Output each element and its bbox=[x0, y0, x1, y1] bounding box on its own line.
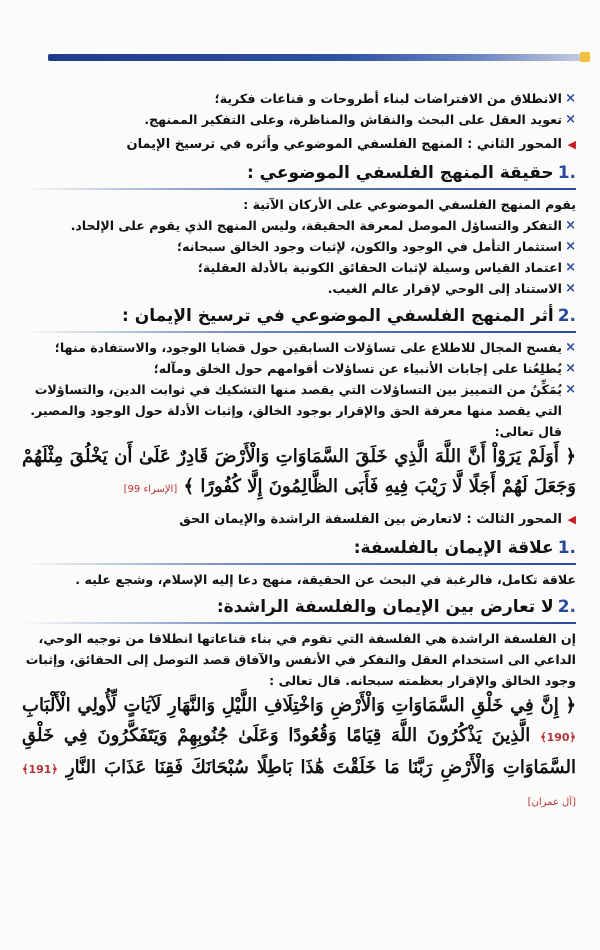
verse-text: الَّذِينَ يَذْكُرُونَ اللَّهَ قِيَامًا وَقُعُودًا وَعَلَىٰ جُنُوبِهِمْ وَيَتَفَكَّرُونَ فِي خَلْقِ السَّمَاوَاتِ وَالْأَرْضِ رَبَّنَا مَا خَلَقْتَ هَٰذَا بَاطِلًا سُبْحَانَكَ فَقِنَا عَذَابَ النَّارِ bbox=[22, 725, 576, 778]
list-item: × يُمَكِّنُ من التمييز بين التساؤلات التي يقصد منها التشكيك في ثوابت الدين، والتساؤلات التي يقصد منها معرفة الحق والإقرار بوجود الخالق، وإثبات الأدلة حول الوجود والمصير. قال تعالى: bbox=[22, 379, 576, 442]
heading-underline bbox=[22, 188, 576, 190]
section-heading bbox=[22, 594, 576, 622]
section-number: .2 bbox=[557, 597, 576, 617]
verse-number: ﴿191﴾ bbox=[22, 763, 58, 776]
verse-reference: [الإسراء 99] bbox=[123, 484, 178, 495]
impact-list bbox=[22, 337, 576, 442]
list-item: × يفسح المجال للاطلاع على تساؤلات السابقين حول قضايا الوجود، والاستفادة منها؛ bbox=[22, 337, 576, 358]
intro-bullets bbox=[22, 88, 576, 130]
quran-verse bbox=[22, 442, 576, 505]
pillars-list bbox=[22, 215, 576, 299]
list-item: × اعتماد القياس وسيلة لإثبات الحقائق الكونية بالأدلة العقلية؛ bbox=[22, 257, 576, 278]
axis-three-title: ◀ المحور الثالث : لاتعارض بين الفلسفة الراشدة والإيمان الحق bbox=[22, 509, 576, 531]
verse-reference: [آل عمران] bbox=[527, 797, 576, 808]
quran-verse bbox=[22, 691, 576, 818]
section-number: .1 bbox=[557, 538, 576, 558]
page-content bbox=[22, 88, 576, 818]
verse-text: ﴿ إِنَّ فِي خَلْقِ السَّمَاوَاتِ وَالْأَرْضِ وَاخْتِلَافِ اللَّيْلِ وَالنَّهَارِ لَآيَاتٍ لِّأُولِي الْأَلْبَابِ bbox=[22, 695, 576, 716]
section-heading-text: علاقة الإيمان بالفلسفة: bbox=[353, 538, 554, 558]
section-heading bbox=[22, 160, 576, 188]
list-item: × الاستناد إلى الوحي لإقرار عالم الغيب. bbox=[22, 278, 576, 299]
list-item: × الانطلاق من الافتراضات لبناء أطروحات و قناعات فكرية؛ bbox=[22, 88, 576, 109]
list-item: × التفكر والتساؤل الموصل لمعرفة الحقيقة، وليس المنهج الذي يقوم على الإلحاد. bbox=[22, 215, 576, 236]
list-item: × يُطلِعُنا على إجابات الأنبياء عن تساؤلات أقوامهم حول الخلق ومآله؛ bbox=[22, 358, 576, 379]
section-heading-text: أثر المنهج الفلسفي الموضوعي في ترسيخ الإيمان : bbox=[122, 306, 554, 326]
verse-number: ﴿190﴾ bbox=[540, 731, 576, 744]
heading-underline bbox=[22, 563, 576, 565]
heading-underline bbox=[22, 622, 576, 624]
section-heading-text: لا تعارض بين الإيمان والفلسفة الراشدة: bbox=[216, 597, 554, 617]
section-lead: يقوم المنهج الفلسفي الموضوعي على الأركان الآتية : bbox=[243, 197, 576, 212]
section-heading-text: حقيقة المنهج الفلسفي الموضوعي : bbox=[246, 163, 554, 183]
verse-text: ﴿ أَوَلَمْ يَرَوْاْ أَنَّ اللَّهَ الَّذِي خَلَقَ السَّمَاوَاتِ وَالْأَرْضَ قَادِرٌ عَلَىٰ أَن يَخْلُقَ مِثْلَهُمْ وَجَعَلَ لَهُمْ أَجَلًا لَّا رَيْبَ فِيهِ فَأَبَى الظَّالِمُونَ إِلَّا كُفُورًا ﴾ bbox=[22, 446, 576, 497]
list-item: × تعويد العقل على البحث والنقاش والمناظرة، وعلى التفكير الممنهج. bbox=[22, 109, 576, 130]
heading-underline bbox=[22, 331, 576, 333]
axis-two-title: ◀ المحور الثاني : المنهج الفلسفي الموضوعي وأثره في ترسيخ الإيمان bbox=[22, 134, 576, 156]
section-heading bbox=[22, 535, 576, 563]
section-number: .2 bbox=[557, 306, 576, 326]
header-rule bbox=[48, 54, 588, 61]
list-item: × استثمار التأمل في الوجود والكون، لإثبات وجود الخالق سبحانه؛ bbox=[22, 236, 576, 257]
section-number: .1 bbox=[557, 163, 576, 183]
section-heading bbox=[22, 303, 576, 331]
section-paragraph: إن الفلسفة الراشدة هي الفلسفة التي تقوم في بناء قناعاتها انطلاقا من توجيه الوحي، الداعي الى استخدام العقل والتفكر في الأنفس والآفاق قصد التوصل إلى الحقائق، وإثبات وجود الخالق والإقرار بعظمته سبحانه. قال تعالى : bbox=[25, 631, 576, 688]
section-paragraph: علاقة تكامل، فالرغبة في البحث عن الحقيقة، منهج دعا إليه الإسلام، وشجع عليه . bbox=[75, 572, 576, 587]
header-accent-mark bbox=[580, 52, 590, 62]
